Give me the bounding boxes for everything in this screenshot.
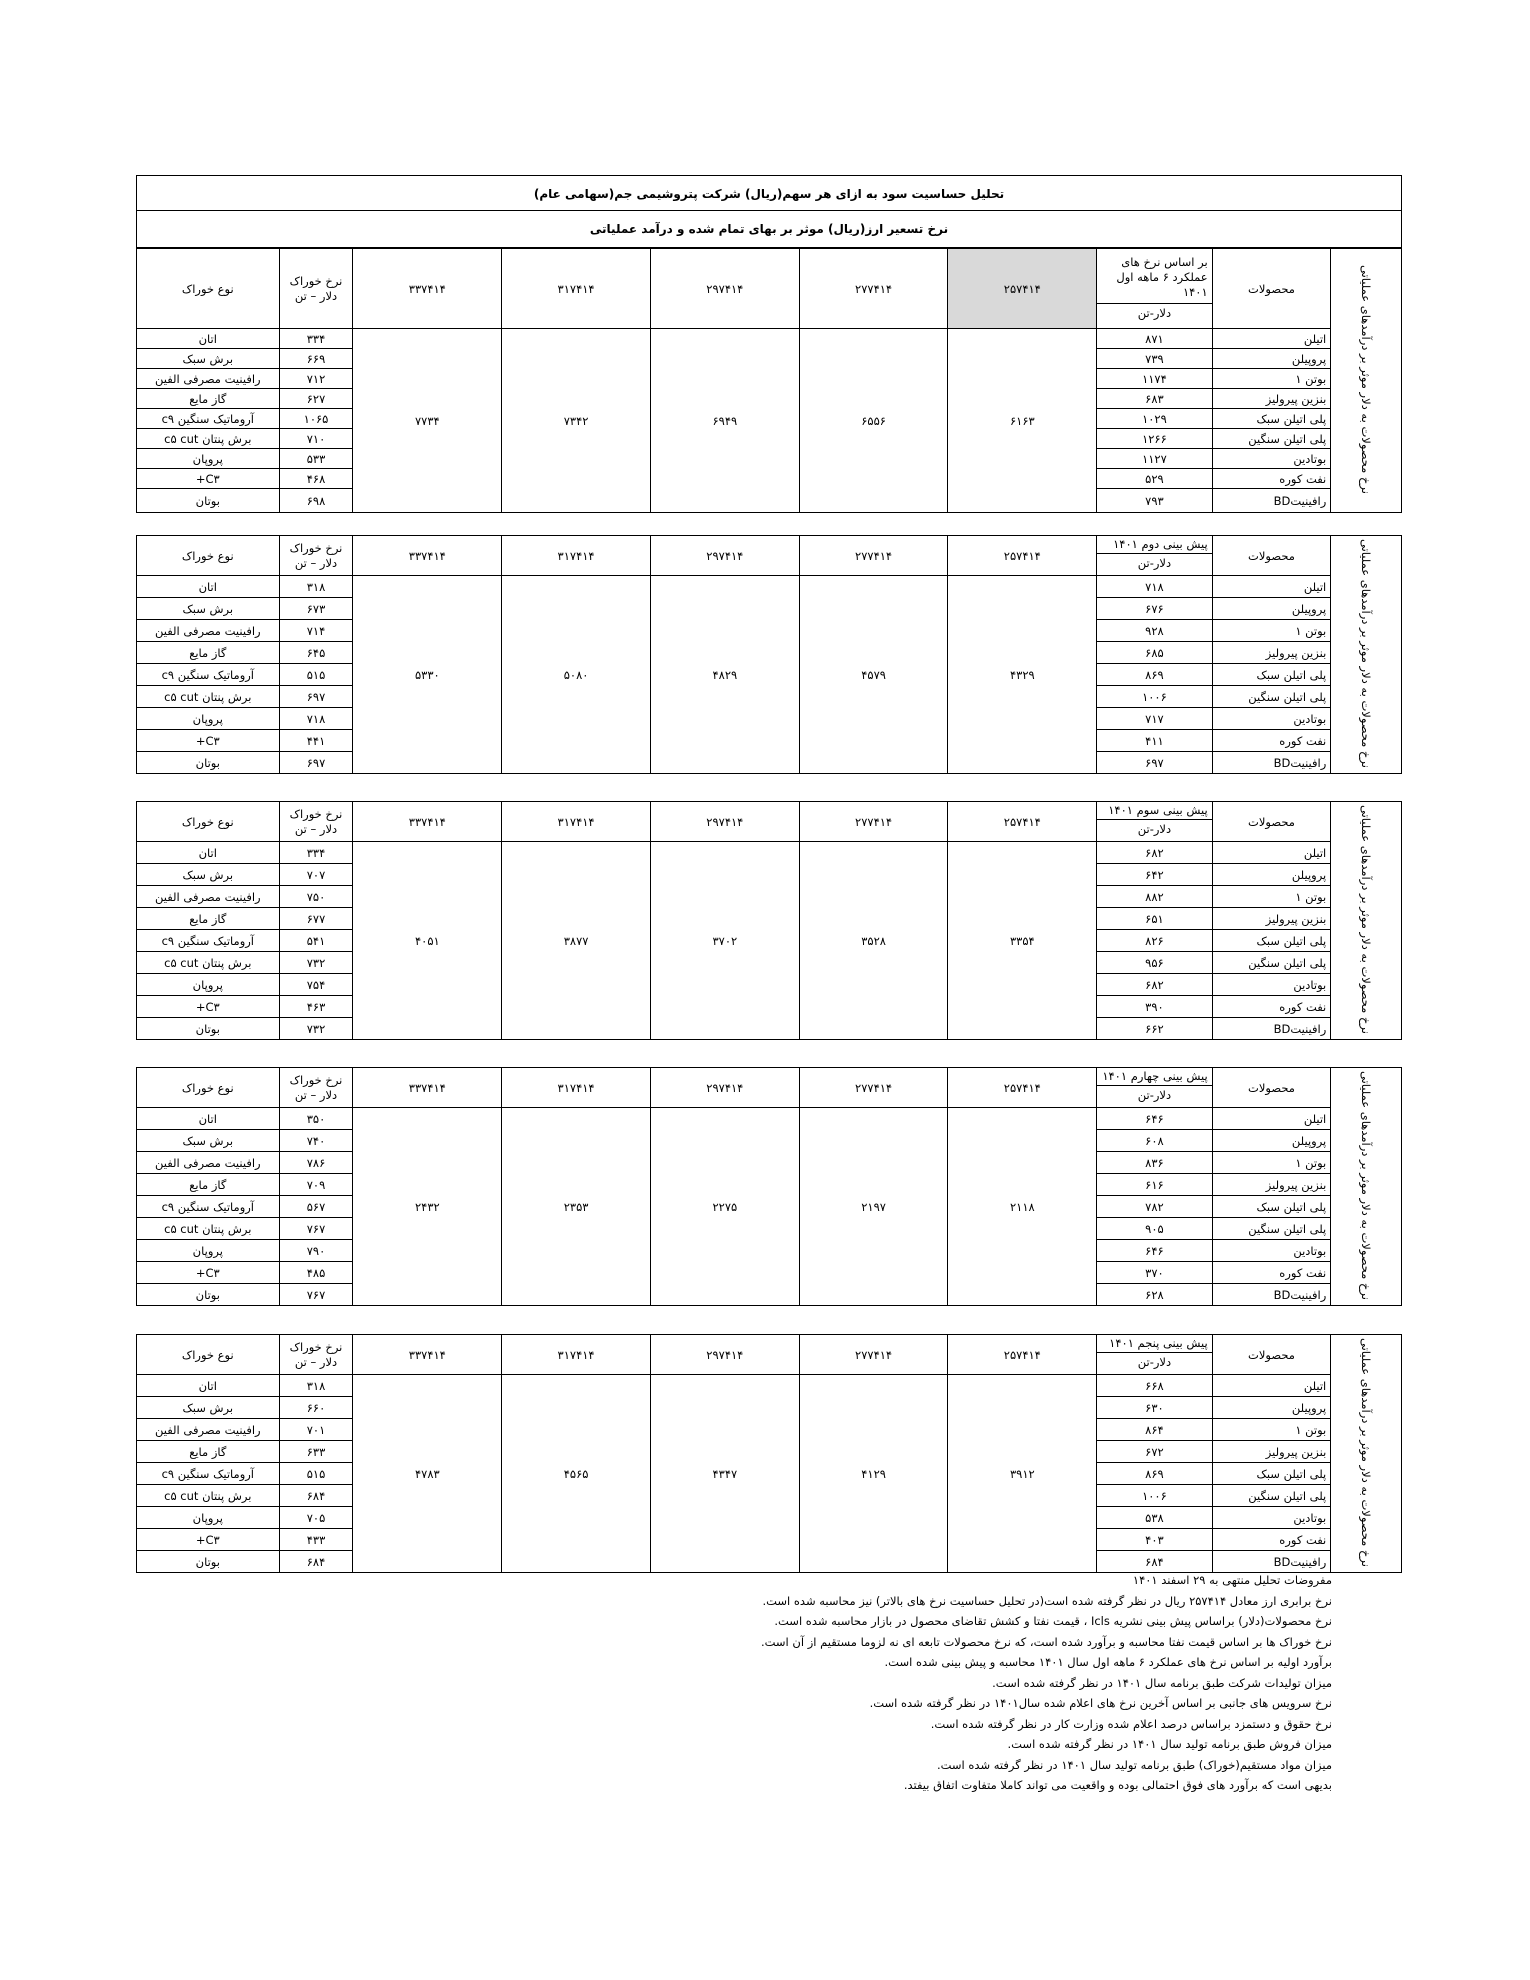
product-name: پلی اتیلن سبک bbox=[1212, 1196, 1331, 1218]
product-price: ۱۰۰۶ bbox=[1097, 1485, 1212, 1507]
product-price: ۵۲۹ bbox=[1097, 469, 1212, 489]
eps-value: ۲۴۳۲ bbox=[353, 1108, 502, 1306]
product-price: ۶۶۲ bbox=[1097, 1018, 1212, 1040]
feed-name: بوتان bbox=[137, 489, 280, 513]
rate-header: ۲۵۷۴۱۴ bbox=[948, 802, 1097, 842]
table-row bbox=[137, 1375, 1402, 1397]
product-price: ۷۳۹ bbox=[1097, 349, 1212, 369]
scenario-unit: دلار-تن bbox=[1097, 553, 1211, 572]
feed-name: برش پنتان c۵ cut bbox=[137, 686, 280, 708]
sensitivity-table-4 bbox=[136, 1067, 1402, 1306]
feed-name: پروپان bbox=[137, 974, 280, 996]
eps-value: ۳۷۰۲ bbox=[650, 842, 799, 1040]
feed-name: اتان bbox=[137, 1375, 280, 1397]
product-price: ۸۸۲ bbox=[1097, 886, 1212, 908]
feed-price: ۳۳۴ bbox=[279, 329, 353, 349]
feed-price: ۷۰۷ bbox=[279, 864, 353, 886]
product-name: اتیلن bbox=[1212, 576, 1331, 598]
feed-price: ۷۰۹ bbox=[279, 1174, 353, 1196]
feed-name: آروماتیک سنگین c۹ bbox=[137, 409, 280, 429]
eps-value: ۶۵۵۶ bbox=[799, 329, 948, 513]
rate-header: ۲۵۷۴۱۴ bbox=[948, 249, 1097, 329]
col-feed-type-header: نوع خوراک bbox=[137, 1335, 280, 1375]
feed-name: C۳+ bbox=[137, 1529, 280, 1551]
col-feed-rate-header: نرخ خوراک دلار – تن bbox=[279, 536, 353, 576]
product-price: ۶۲۸ bbox=[1097, 1284, 1212, 1306]
feed-price: ۷۳۲ bbox=[279, 1018, 353, 1040]
product-name: رافینیتBD bbox=[1212, 1551, 1331, 1573]
page-subtitle: نرخ تسعیر ارز(ریال) موثر بر بهای تمام شده و درآمد عملیاتی bbox=[136, 211, 1402, 248]
product-price: ۶۳۰ bbox=[1097, 1397, 1212, 1419]
feed-price: ۶۸۴ bbox=[279, 1485, 353, 1507]
product-price: ۶۵۱ bbox=[1097, 908, 1212, 930]
col-feed-type-header: نوع خوراک bbox=[137, 1068, 280, 1108]
eps-value: ۵۰۸۰ bbox=[502, 576, 651, 774]
feed-name: پروپان bbox=[137, 1507, 280, 1529]
eps-value: ۴۸۲۹ bbox=[650, 576, 799, 774]
feed-price: ۶۹۸ bbox=[279, 489, 353, 513]
feed-name: آروماتیک سنگین c۹ bbox=[137, 1196, 280, 1218]
scenario-unit: دلار-تن bbox=[1097, 1352, 1211, 1371]
assumption-item: نرخ محصولات(دلار) براساس پیش بینی نشریه Icls ، قیمت نفتا و کشش تقاضای محصول در بازار محاسبه شده است. bbox=[774, 1614, 1332, 1628]
assumptions-title: مفروضات تحلیل منتهی به ۲۹ اسفند ۱۴۰۱ bbox=[1132, 1573, 1332, 1587]
product-name: رافینیتBD bbox=[1212, 752, 1331, 774]
table-row bbox=[137, 842, 1402, 864]
feed-price: ۷۱۴ bbox=[279, 620, 353, 642]
feed-price: ۷۱۸ bbox=[279, 708, 353, 730]
product-name: بوتادین bbox=[1212, 1507, 1331, 1529]
feed-name: C۳+ bbox=[137, 730, 280, 752]
assumption-item: میزان مواد مستقیم(خوراک) طبق برنامه تولید سال ۱۴۰۱ در نظر گرفته شده است. bbox=[936, 1757, 1332, 1772]
col-feed-rate-header: نرخ خوراک دلار – تن bbox=[279, 1068, 353, 1108]
product-price: ۶۸۲ bbox=[1097, 974, 1212, 996]
eps-value: ۴۵۶۵ bbox=[502, 1375, 651, 1573]
rate-header: ۳۳۷۴۱۴ bbox=[353, 536, 502, 576]
feed-price: ۴۶۳ bbox=[279, 996, 353, 1018]
product-price: ۳۷۰ bbox=[1097, 1262, 1212, 1284]
product-price: ۵۳۸ bbox=[1097, 1507, 1212, 1529]
product-price: ۱۱۷۴ bbox=[1097, 369, 1212, 389]
product-name: اتیلن bbox=[1212, 329, 1331, 349]
eps-value: ۴۳۴۷ bbox=[650, 1375, 799, 1573]
product-name: بنزین پیرولیز bbox=[1212, 1441, 1331, 1463]
feed-name: اتان bbox=[137, 329, 280, 349]
feed-price: ۳۵۰ bbox=[279, 1108, 353, 1130]
feed-price: ۵۳۳ bbox=[279, 449, 353, 469]
product-price: ۶۸۴ bbox=[1097, 1551, 1212, 1573]
feed-price: ۶۹۷ bbox=[279, 686, 353, 708]
assumption-item: نرخ خوراک ها بر اساس قیمت نفتا محاسبه و برآورد شده است، که نرخ محصولات تابعه ای نه لزوما مستقیم از آن است. bbox=[760, 1634, 1332, 1649]
product-name: نفت کوره bbox=[1212, 730, 1331, 752]
feed-price: ۶۲۷ bbox=[279, 389, 353, 409]
product-name: پروپیلن bbox=[1212, 349, 1331, 369]
feed-name: رافینیت مصرفی الفین bbox=[137, 886, 280, 908]
feed-price: ۵۱۵ bbox=[279, 1463, 353, 1485]
product-name: بوتن ۱ bbox=[1212, 620, 1331, 642]
scenario-unit: دلار-تن bbox=[1097, 819, 1211, 838]
sensitivity-table-2 bbox=[136, 535, 1402, 774]
product-price: ۶۸۳ bbox=[1097, 389, 1212, 409]
feed-name: اتان bbox=[137, 1108, 280, 1130]
feed-price: ۷۶۷ bbox=[279, 1284, 353, 1306]
feed-price: ۷۶۷ bbox=[279, 1218, 353, 1240]
product-price: ۶۴۶ bbox=[1097, 1240, 1212, 1262]
rate-header: ۳۱۷۴۱۴ bbox=[502, 802, 651, 842]
scenario-label: بر اساس نرخ های عملکرد ۶ ماهه اول ۱۴۰۱ bbox=[1116, 255, 1208, 299]
product-name: بنزین پیرولیز bbox=[1212, 1174, 1331, 1196]
feed-price: ۶۶۰ bbox=[279, 1397, 353, 1419]
col-products-header: محصولات bbox=[1212, 1335, 1331, 1375]
product-price: ۸۲۶ bbox=[1097, 930, 1212, 952]
rate-header: ۲۷۷۴۱۴ bbox=[799, 249, 948, 329]
side-label-text: نرخ محصولات به دلار موثر بر درآمدهای عملیاتی bbox=[1359, 1337, 1374, 1567]
product-price: ۷۱۸ bbox=[1097, 576, 1212, 598]
eps-value: ۴۷۸۳ bbox=[353, 1375, 502, 1573]
table-row bbox=[137, 329, 1402, 349]
rate-header: ۲۷۷۴۱۴ bbox=[799, 1335, 948, 1375]
scenario-label: پیش بینی چهارم ۱۴۰۱ bbox=[1102, 1069, 1208, 1083]
feed-name: برش سبک bbox=[137, 349, 280, 369]
eps-value: ۵۳۳۰ bbox=[353, 576, 502, 774]
feed-name: آروماتیک سنگین c۹ bbox=[137, 930, 280, 952]
product-price: ۹۲۸ bbox=[1097, 620, 1212, 642]
product-name: نفت کوره bbox=[1212, 1262, 1331, 1284]
col-feed-type-header: نوع خوراک bbox=[137, 802, 280, 842]
rate-header: ۳۱۷۴۱۴ bbox=[502, 1335, 651, 1375]
eps-value: ۶۱۶۳ bbox=[948, 329, 1097, 513]
feed-name: رافینیت مصرفی الفین bbox=[137, 369, 280, 389]
product-price: ۸۶۴ bbox=[1097, 1419, 1212, 1441]
eps-value: ۲۲۷۵ bbox=[650, 1108, 799, 1306]
feed-price: ۴۸۵ bbox=[279, 1262, 353, 1284]
feed-price: ۳۳۴ bbox=[279, 842, 353, 864]
feed-name: پروپان bbox=[137, 708, 280, 730]
product-name: بوتادین bbox=[1212, 449, 1331, 469]
rate-header: ۲۷۷۴۱۴ bbox=[799, 1068, 948, 1108]
feed-name: اتان bbox=[137, 576, 280, 598]
product-name: رافینیتBD bbox=[1212, 489, 1331, 513]
product-price: ۶۷۶ bbox=[1097, 598, 1212, 620]
product-price: ۱۰۲۹ bbox=[1097, 409, 1212, 429]
rate-header: ۳۱۷۴۱۴ bbox=[502, 1068, 651, 1108]
feed-price: ۷۳۲ bbox=[279, 952, 353, 974]
col-products-header: محصولات bbox=[1212, 1068, 1331, 1108]
product-name: اتیلن bbox=[1212, 842, 1331, 864]
product-price: ۶۸۲ bbox=[1097, 842, 1212, 864]
product-name: پروپیلن bbox=[1212, 598, 1331, 620]
product-price: ۶۷۲ bbox=[1097, 1441, 1212, 1463]
feed-price: ۶۷۷ bbox=[279, 908, 353, 930]
product-price: ۶۹۷ bbox=[1097, 752, 1212, 774]
assumption-item: میزان فروش طبق برنامه تولید سال ۱۴۰۱ در نظر گرفته شده است. bbox=[1007, 1737, 1332, 1751]
feed-name: رافینیت مصرفی الفین bbox=[137, 1152, 280, 1174]
side-label bbox=[1331, 1335, 1402, 1573]
rate-header: ۲۷۷۴۱۴ bbox=[799, 802, 948, 842]
eps-value: ۳۸۷۷ bbox=[502, 842, 651, 1040]
product-name: نفت کوره bbox=[1212, 469, 1331, 489]
product-price: ۴۰۳ bbox=[1097, 1529, 1212, 1551]
rate-header: ۲۵۷۴۱۴ bbox=[948, 1068, 1097, 1108]
scenario-label: پیش بینی دوم ۱۴۰۱ bbox=[1113, 537, 1208, 551]
feed-name: برش پنتان c۵ cut bbox=[137, 429, 280, 449]
scenario-header bbox=[1097, 802, 1212, 842]
feed-price: ۷۵۰ bbox=[279, 886, 353, 908]
product-price: ۷۹۳ bbox=[1097, 489, 1212, 513]
feed-name: گاز مایع bbox=[137, 1174, 280, 1196]
feed-price: ۶۴۵ bbox=[279, 642, 353, 664]
feed-price: ۵۶۷ bbox=[279, 1196, 353, 1218]
side-label-text: نرخ محصولات به دلار موثر بر درآمدهای عملیاتی bbox=[1359, 804, 1374, 1034]
product-price: ۴۱۱ bbox=[1097, 730, 1212, 752]
rate-header: ۲۹۷۴۱۴ bbox=[650, 1068, 799, 1108]
col-products-header: محصولات bbox=[1212, 536, 1331, 576]
product-price: ۶۴۶ bbox=[1097, 1108, 1212, 1130]
sensitivity-table-3 bbox=[136, 801, 1402, 1040]
product-price: ۸۷۱ bbox=[1097, 329, 1212, 349]
feed-name: گاز مایع bbox=[137, 642, 280, 664]
product-price: ۱۰۰۶ bbox=[1097, 686, 1212, 708]
feed-name: آروماتیک سنگین c۹ bbox=[137, 1463, 280, 1485]
product-name: بوتادین bbox=[1212, 974, 1331, 996]
product-price: ۶۴۲ bbox=[1097, 864, 1212, 886]
feed-price: ۶۹۷ bbox=[279, 752, 353, 774]
side-label-text: نرخ محصولات به دلار موثر بر درآمدهای عملیاتی bbox=[1359, 538, 1374, 768]
rate-header: ۲۷۷۴۱۴ bbox=[799, 536, 948, 576]
rate-header: ۲۹۷۴۱۴ bbox=[650, 1335, 799, 1375]
table-row bbox=[137, 1108, 1402, 1130]
product-name: بوتن ۱ bbox=[1212, 886, 1331, 908]
product-price: ۱۱۲۷ bbox=[1097, 449, 1212, 469]
feed-name: رافینیت مصرفی الفین bbox=[137, 620, 280, 642]
eps-value: ۴۳۲۹ bbox=[948, 576, 1097, 774]
product-name: بوتن ۱ bbox=[1212, 1419, 1331, 1441]
rate-header: ۳۳۷۴۱۴ bbox=[353, 249, 502, 329]
scenario-label: پیش بینی پنجم ۱۴۰۱ bbox=[1109, 1336, 1208, 1350]
col-feed-type-header: نوع خوراک bbox=[137, 536, 280, 576]
feed-name: بوتان bbox=[137, 1551, 280, 1573]
eps-value: ۲۱۱۸ bbox=[948, 1108, 1097, 1306]
feed-name: C۳+ bbox=[137, 469, 280, 489]
sensitivity-table-5 bbox=[136, 1334, 1402, 1573]
eps-value: ۳۳۵۴ bbox=[948, 842, 1097, 1040]
feed-name: گاز مایع bbox=[137, 389, 280, 409]
feed-price: ۴۶۸ bbox=[279, 469, 353, 489]
col-feed-type-header: نوع خوراک bbox=[137, 249, 280, 329]
product-price: ۸۶۹ bbox=[1097, 664, 1212, 686]
feed-price: ۷۱۰ bbox=[279, 429, 353, 449]
feed-price: ۷۰۵ bbox=[279, 1507, 353, 1529]
product-price: ۶۶۸ bbox=[1097, 1375, 1212, 1397]
rate-header: ۳۱۷۴۱۴ bbox=[502, 536, 651, 576]
feed-price: ۶۶۹ bbox=[279, 349, 353, 369]
feed-name: برش سبک bbox=[137, 1130, 280, 1152]
feed-price: ۷۸۶ bbox=[279, 1152, 353, 1174]
feed-name: رافینیت مصرفی الفین bbox=[137, 1419, 280, 1441]
feed-price: ۷۵۴ bbox=[279, 974, 353, 996]
product-price: ۸۳۶ bbox=[1097, 1152, 1212, 1174]
product-name: بوتن ۱ bbox=[1212, 1152, 1331, 1174]
rate-header: ۲۹۷۴۱۴ bbox=[650, 249, 799, 329]
scenario-header bbox=[1097, 249, 1212, 329]
col-feed-rate-header: نرخ خوراک دلار – تن bbox=[279, 1335, 353, 1375]
product-name: بوتن ۱ bbox=[1212, 369, 1331, 389]
feed-price: ۵۴۱ bbox=[279, 930, 353, 952]
product-price: ۶۸۵ bbox=[1097, 642, 1212, 664]
side-label bbox=[1331, 1068, 1402, 1306]
assumptions-list bbox=[761, 1591, 1332, 1796]
feed-name: بوتان bbox=[137, 1018, 280, 1040]
scenario-header bbox=[1097, 1335, 1212, 1375]
product-price: ۶۰۸ bbox=[1097, 1130, 1212, 1152]
feed-name: اتان bbox=[137, 842, 280, 864]
product-name: نفت کوره bbox=[1212, 1529, 1331, 1551]
feed-price: ۶۷۳ bbox=[279, 598, 353, 620]
scenario-label: پیش بینی سوم ۱۴۰۱ bbox=[1108, 803, 1208, 817]
product-price: ۸۶۹ bbox=[1097, 1463, 1212, 1485]
eps-value: ۴۰۵۱ bbox=[353, 842, 502, 1040]
eps-value: ۴۵۷۹ bbox=[799, 576, 948, 774]
eps-value: ۷۳۴۲ bbox=[502, 329, 651, 513]
product-name: پلی اتیلن سبک bbox=[1212, 1463, 1331, 1485]
feed-name: برش سبک bbox=[137, 598, 280, 620]
product-name: پلی اتیلن سنگین bbox=[1212, 1485, 1331, 1507]
side-label bbox=[1331, 802, 1402, 1040]
scenario-header bbox=[1097, 536, 1212, 576]
product-name: پلی اتیلن سبک bbox=[1212, 664, 1331, 686]
side-label-text: نرخ محصولات به دلار موثر بر درآمدهای عملیاتی bbox=[1359, 1070, 1374, 1300]
product-price: ۶۱۶ bbox=[1097, 1174, 1212, 1196]
eps-value: ۲۱۹۷ bbox=[799, 1108, 948, 1306]
feed-price: ۳۱۸ bbox=[279, 576, 353, 598]
feed-name: برش پنتان c۵ cut bbox=[137, 1485, 280, 1507]
side-label bbox=[1331, 536, 1402, 774]
product-name: بنزین پیرولیز bbox=[1212, 908, 1331, 930]
eps-value: ۳۵۲۸ bbox=[799, 842, 948, 1040]
rate-header: ۲۹۷۴۱۴ bbox=[650, 536, 799, 576]
side-label bbox=[1331, 249, 1402, 513]
feed-name: برش پنتان c۵ cut bbox=[137, 1218, 280, 1240]
product-price: ۱۲۶۶ bbox=[1097, 429, 1212, 449]
product-price: ۳۹۰ bbox=[1097, 996, 1212, 1018]
feed-price: ۴۳۳ bbox=[279, 1529, 353, 1551]
assumptions-block bbox=[761, 1570, 1332, 1796]
product-name: نفت کوره bbox=[1212, 996, 1331, 1018]
col-feed-rate-header: نرخ خوراک دلار – تن bbox=[279, 802, 353, 842]
eps-value: ۷۷۳۴ bbox=[353, 329, 502, 513]
eps-value: ۶۹۴۹ bbox=[650, 329, 799, 513]
feed-price: ۵۱۵ bbox=[279, 664, 353, 686]
feed-price: ۷۹۰ bbox=[279, 1240, 353, 1262]
col-feed-rate-header: نرخ خوراک دلار – تن bbox=[279, 249, 353, 329]
feed-name: بوتان bbox=[137, 1284, 280, 1306]
assumption-item: برآورد اولیه بر اساس نرخ های عملکرد ۶ ماهه اول سال ۱۴۰۱ محاسبه و پیش بینی شده است. bbox=[884, 1655, 1332, 1669]
sensitivity-table-1 bbox=[136, 248, 1402, 513]
side-label-text: نرخ محصولات به دلار موثر بر درآمدهای عملیاتی bbox=[1359, 264, 1374, 494]
feed-price: ۶۸۴ bbox=[279, 1551, 353, 1573]
product-name: اتیلن bbox=[1212, 1108, 1331, 1130]
feed-name: پروپان bbox=[137, 449, 280, 469]
product-name: بنزین پیرولیز bbox=[1212, 389, 1331, 409]
rate-header: ۳۱۷۴۱۴ bbox=[502, 249, 651, 329]
feed-name: پروپان bbox=[137, 1240, 280, 1262]
assumption-item: میزان تولیدات شرکت طبق برنامه سال ۱۴۰۱ در نظر گرفته شده است. bbox=[992, 1675, 1332, 1690]
product-name: پروپیلن bbox=[1212, 1130, 1331, 1152]
product-name: بوتادین bbox=[1212, 1240, 1331, 1262]
scenario-unit: دلار-تن bbox=[1097, 303, 1211, 322]
product-name: بوتادین bbox=[1212, 708, 1331, 730]
eps-value: ۴۱۲۹ bbox=[799, 1375, 948, 1573]
product-name: پلی اتیلن سنگین bbox=[1212, 686, 1331, 708]
rate-header: ۳۳۷۴۱۴ bbox=[353, 1335, 502, 1375]
product-name: پروپیلن bbox=[1212, 864, 1331, 886]
feed-price: ۳۱۸ bbox=[279, 1375, 353, 1397]
scenario-unit: دلار-تن bbox=[1097, 1085, 1211, 1104]
product-name: پلی اتیلن سبک bbox=[1212, 930, 1331, 952]
feed-price: ۴۴۱ bbox=[279, 730, 353, 752]
eps-value: ۳۹۱۲ bbox=[948, 1375, 1097, 1573]
product-name: رافینیتBD bbox=[1212, 1284, 1331, 1306]
feed-name: بوتان bbox=[137, 752, 280, 774]
col-products-header: محصولات bbox=[1212, 802, 1331, 842]
product-price: ۹۰۵ bbox=[1097, 1218, 1212, 1240]
feed-name: آروماتیک سنگین c۹ bbox=[137, 664, 280, 686]
feed-name: برش سبک bbox=[137, 1397, 280, 1419]
product-name: پلی اتیلن سنگین bbox=[1212, 1218, 1331, 1240]
product-price: ۷۱۷ bbox=[1097, 708, 1212, 730]
product-name: پلی اتیلن سنگین bbox=[1212, 429, 1331, 449]
table-row bbox=[137, 576, 1402, 598]
rate-header: ۲۵۷۴۱۴ bbox=[948, 1335, 1097, 1375]
scenario-header bbox=[1097, 1068, 1212, 1108]
col-products-header: محصولات bbox=[1212, 249, 1331, 329]
product-name: پروپیلن bbox=[1212, 1397, 1331, 1419]
assumption-item: نرخ برابری ارز معادل ۲۵۷۴۱۴ ریال در نظر گرفته شده است(در تحلیل حساسیت نرخ های بالاتر) نیز محاسبه شده است. bbox=[762, 1593, 1332, 1608]
product-name: رافینیتBD bbox=[1212, 1018, 1331, 1040]
page-title: تحلیل حساسیت سود به ازای هر سهم(ریال) شرکت پتروشیمی جم(سهامی عام) bbox=[136, 175, 1402, 211]
assumption-item: بدیهی است که برآورد های فوق احتمالی بوده و واقعیت می تواند کاملا متفاوت اتفاق بیفتد. bbox=[903, 1778, 1332, 1792]
feed-name: C۳+ bbox=[137, 996, 280, 1018]
assumption-item: نرخ حقوق و دستمزد براساس درصد اعلام شده وزارت کار در نظر گرفته شده است. bbox=[930, 1716, 1332, 1731]
product-name: بنزین پیرولیز bbox=[1212, 642, 1331, 664]
rate-header: ۲۹۷۴۱۴ bbox=[650, 802, 799, 842]
feed-price: ۶۳۳ bbox=[279, 1441, 353, 1463]
feed-name: گاز مایع bbox=[137, 1441, 280, 1463]
product-name: پلی اتیلن سنگین bbox=[1212, 952, 1331, 974]
eps-value: ۲۳۵۳ bbox=[502, 1108, 651, 1306]
feed-price: ۷۰۱ bbox=[279, 1419, 353, 1441]
feed-name: برش پنتان c۵ cut bbox=[137, 952, 280, 974]
feed-name: C۳+ bbox=[137, 1262, 280, 1284]
rate-header: ۲۵۷۴۱۴ bbox=[948, 536, 1097, 576]
feed-price: ۷۴۰ bbox=[279, 1130, 353, 1152]
rate-header: ۳۳۷۴۱۴ bbox=[353, 802, 502, 842]
feed-price: ۱۰۶۵ bbox=[279, 409, 353, 429]
feed-price: ۷۱۲ bbox=[279, 369, 353, 389]
feed-name: برش سبک bbox=[137, 864, 280, 886]
product-name: پلی اتیلن سبک bbox=[1212, 409, 1331, 429]
feed-name: گاز مایع bbox=[137, 908, 280, 930]
assumption-item: نرخ سرویس های جانبی بر اساس آخرین نرخ های اعلام شده سال۱۴۰۱ در نظر گرفته شده است. bbox=[869, 1696, 1332, 1710]
product-price: ۹۵۶ bbox=[1097, 952, 1212, 974]
product-name: اتیلن bbox=[1212, 1375, 1331, 1397]
product-price: ۷۸۲ bbox=[1097, 1196, 1212, 1218]
rate-header: ۳۳۷۴۱۴ bbox=[353, 1068, 502, 1108]
